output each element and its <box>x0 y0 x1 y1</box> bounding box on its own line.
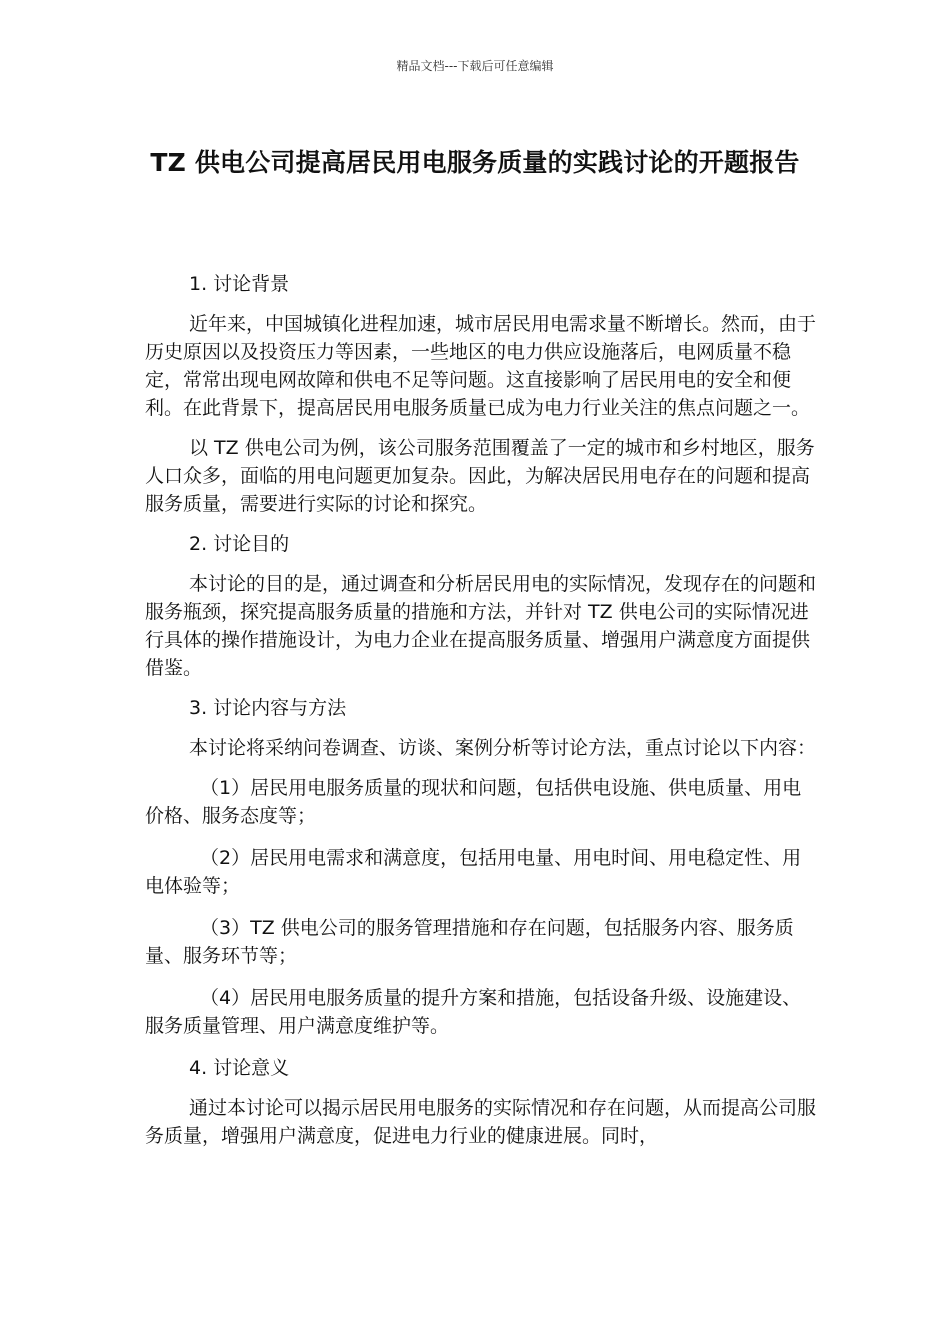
header-note: 精品文档---下载后可任意编辑 <box>396 59 554 73</box>
section-heading-background: 1. 讨论背景 <box>189 273 290 295</box>
list-item: （2）居民用电需求和满意度，包括用电量、用电时间、用电稳定性、用电体验等； <box>145 847 802 897</box>
list-item: （3）TZ 供电公司的服务管理措施和存在问题，包括服务内容、服务质量、服务环节等； <box>145 917 794 967</box>
section-heading-content-method: 3. 讨论内容与方法 <box>189 697 347 719</box>
paragraph: 本讨论将采纳问卷调查、访谈、案例分析等讨论方法，重点讨论以下内容： <box>189 737 817 759</box>
section-heading-purpose: 2. 讨论目的 <box>189 533 290 555</box>
list-item: （1）居民用电服务质量的现状和问题，包括供电设施、供电质量、用电价格、服务态度等； <box>145 777 802 827</box>
paragraph: 以 TZ 供电公司为例，该公司服务范围覆盖了一定的城市和乡村地区，服务人口众多，面临的用电问题更加复杂。因此，为解决居民用电存在的问题和提高服务质量，需要进行实际的讨论和探究。 <box>145 437 815 515</box>
paragraph: 近年来，中国城镇化进程加速，城市居民用电需求量不断增长。然而，由于历史原因以及投资压力等因素，一些地区的电力供应设施落后，电网质量不稳定，常常出现电网故障和供电不足等问题。这直接影响了居民用电的安全和便利。在此背景下，提高居民用电服务质量已成为电力行业关注的焦点问题之一。 <box>145 313 817 419</box>
document-body <box>145 270 817 1162</box>
document-title: TZ 供电公司提高居民用电服务质量的实践讨论的开题报告 <box>150 148 800 177</box>
paragraph: 本讨论的目的是，通过调查和分析居民用电的实际情况，发现存在的问题和服务瓶颈，探究提高服务质量的措施和方法，并针对 TZ 供电公司的实际情况进行具体的操作措施设计，为电力企业在提高服务质量、增强用户满意度方面提供借鉴。 <box>145 573 817 679</box>
paragraph: 通过本讨论可以揭示居民用电服务的实际情况和存在问题，从而提高公司服务质量，增强用户满意度，促进电力行业的健康进展。同时， <box>145 1097 817 1147</box>
list-item: （4）居民用电服务质量的提升方案和措施，包括设备升级、设施建设、服务质量管理、用户满意度维护等。 <box>145 987 802 1037</box>
section-heading-significance: 4. 讨论意义 <box>189 1057 290 1079</box>
